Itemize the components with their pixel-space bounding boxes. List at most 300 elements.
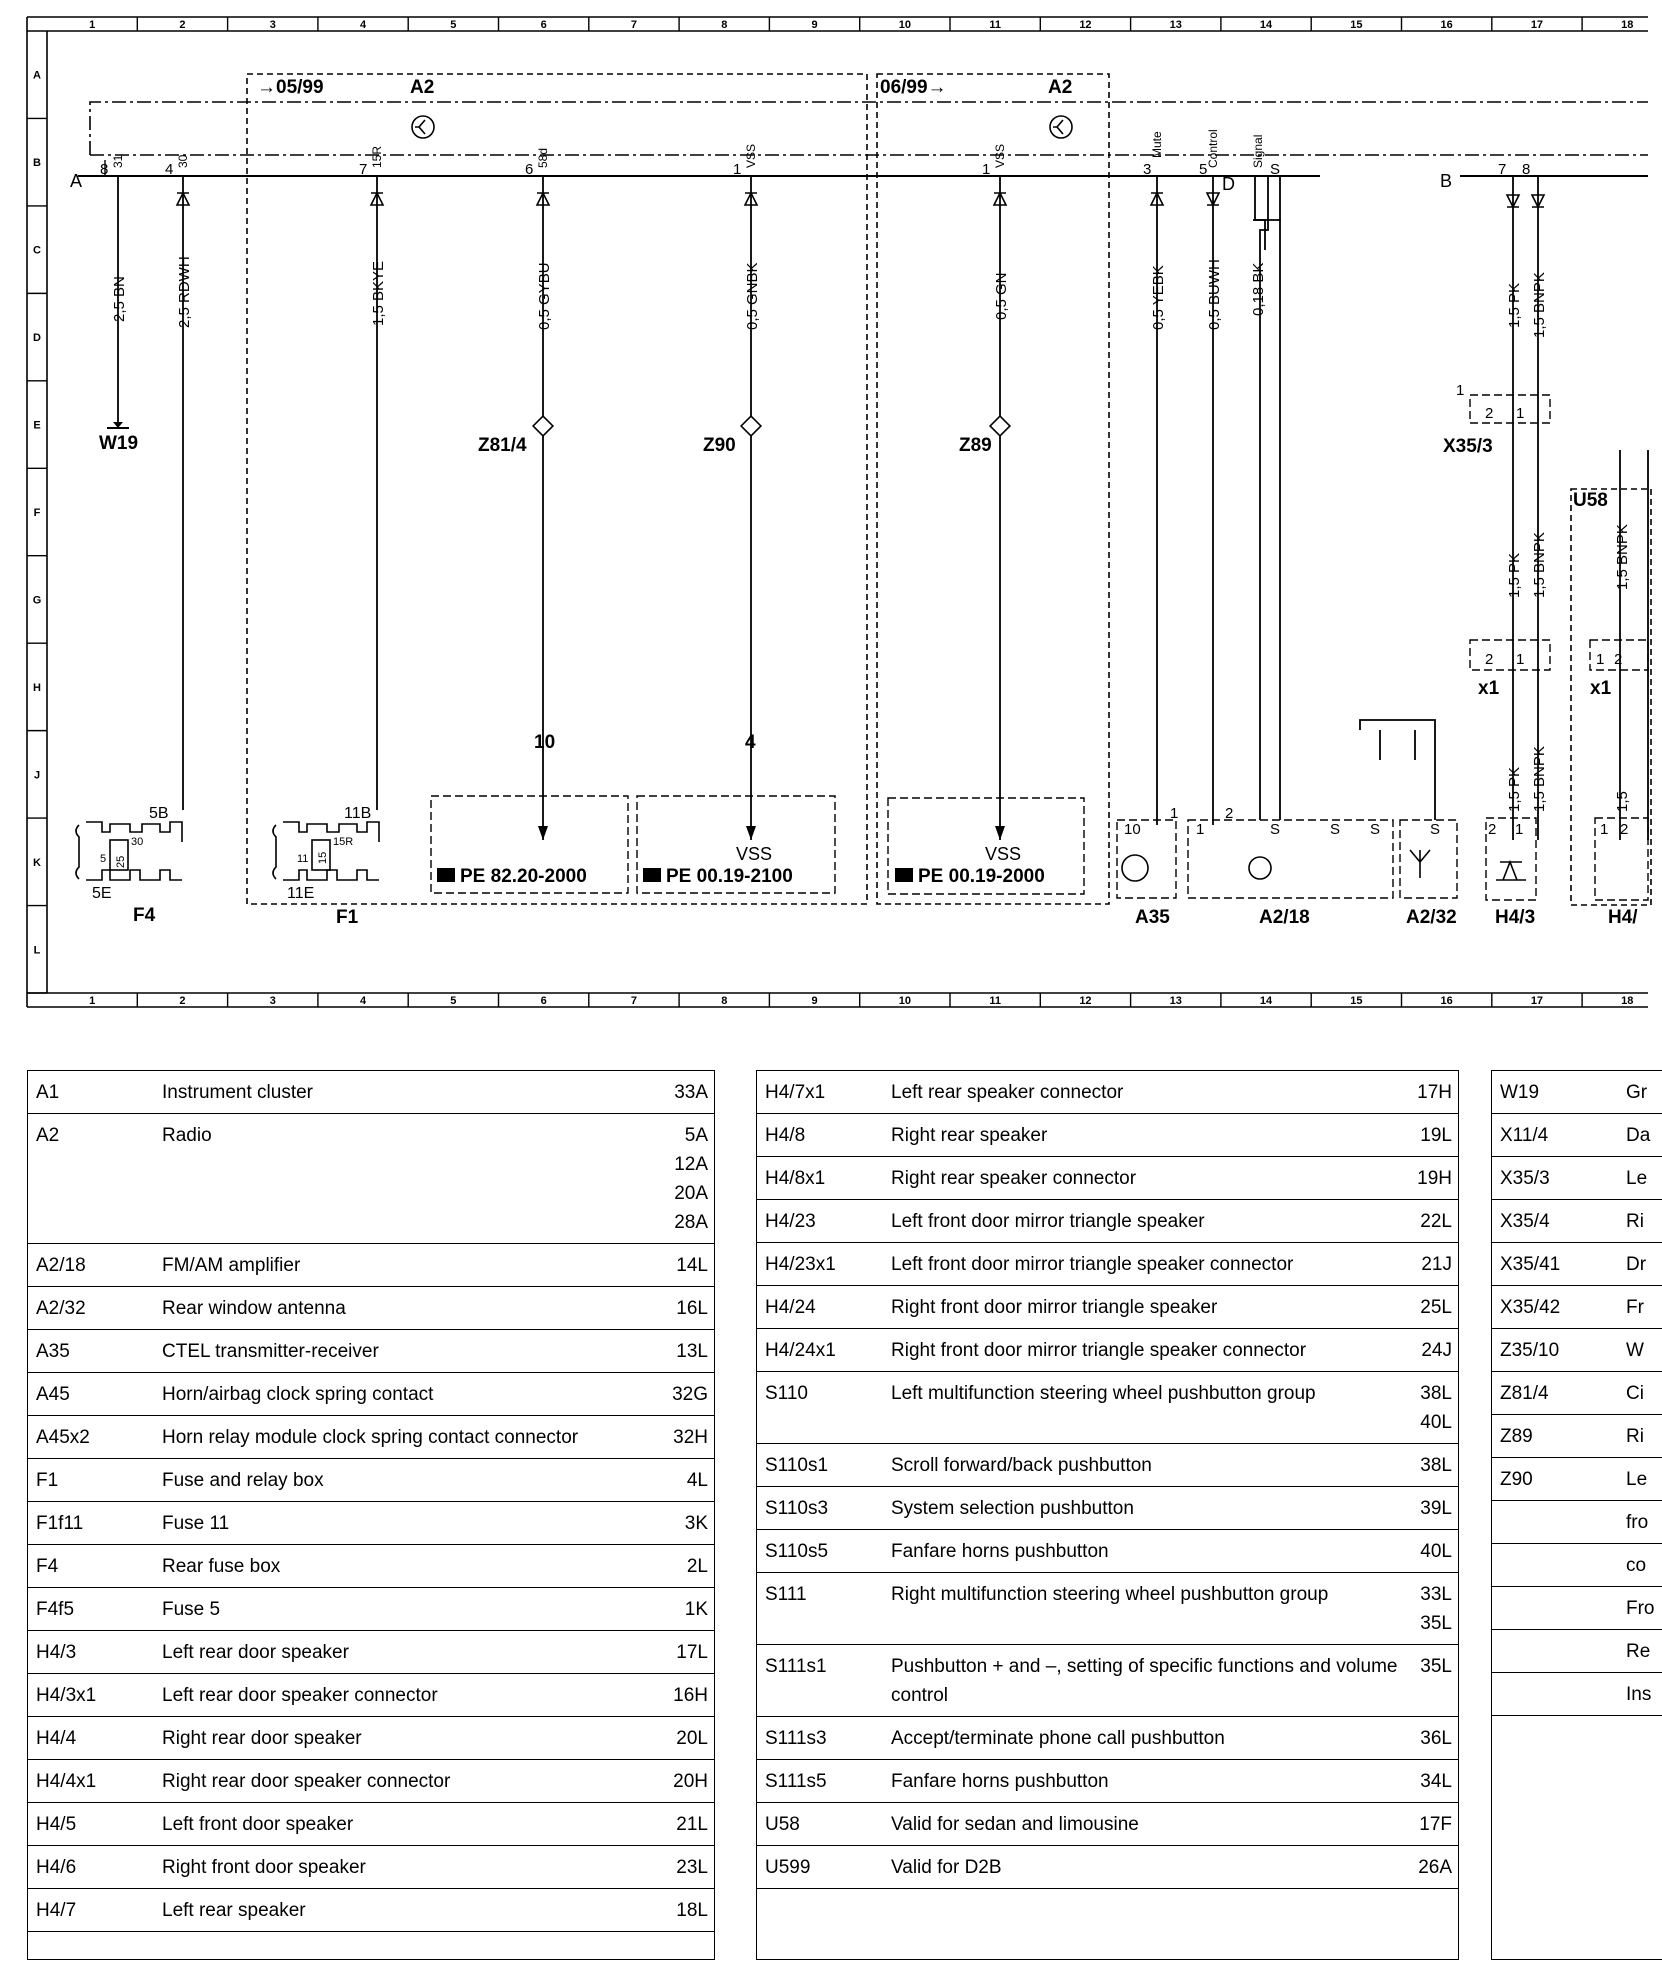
legend-location: 17F — [1409, 1803, 1458, 1846]
legend-location: 38L 40L — [1409, 1372, 1458, 1444]
legend-row — [28, 1459, 714, 1502]
component-x35-3: X35/3 — [1443, 436, 1493, 457]
section-left-component: A2 — [410, 77, 435, 98]
legend-code: S111s5 — [757, 1760, 883, 1803]
legend-code: A1 — [28, 1071, 154, 1114]
fuse-f1-11: 11 — [297, 853, 309, 865]
legend-description: Horn relay module clock spring contact connector — [154, 1416, 656, 1459]
reference-pointer-icon — [437, 868, 455, 882]
legend-location: 20H — [656, 1760, 714, 1803]
legend-location: 34L — [1409, 1760, 1458, 1803]
wire-label-8: 0,5 BUWH — [1206, 259, 1223, 330]
legend-description: Valid for sedan and limousine — [883, 1803, 1409, 1846]
a218-pin-2: 2 — [1225, 805, 1234, 822]
ref-pe-82-20: PE 82.20-2000 — [460, 866, 587, 887]
grid-column-label: 5 — [450, 19, 457, 31]
legend-location: 32H — [656, 1416, 714, 1459]
legend-location: 24J — [1409, 1329, 1458, 1372]
legend-row — [757, 1114, 1458, 1157]
legend-location: 19H — [1409, 1157, 1458, 1200]
grid-column-label: 6 — [540, 995, 547, 1007]
a35-pin-10: 10 — [1124, 821, 1141, 838]
legend-row — [757, 1329, 1458, 1372]
legend-description: Left rear door speaker — [154, 1631, 656, 1674]
legend-row — [757, 1760, 1458, 1803]
legend-location: 13L — [656, 1330, 714, 1373]
connector-x1-a: x1 — [1478, 678, 1500, 699]
legend-row — [28, 1071, 714, 1114]
legend-row — [28, 1373, 714, 1416]
reference-pointer-icon — [643, 868, 661, 882]
grid-column-label: 3 — [269, 19, 276, 31]
wire-label-3: 1,5 BKYE — [370, 260, 387, 326]
legend-code: F1f11 — [28, 1502, 154, 1545]
grid-column-label: 11 — [989, 19, 1001, 31]
legend-code: A2 — [28, 1114, 154, 1244]
legend-row — [1492, 1673, 1662, 1716]
component-u58: U58 — [1573, 490, 1608, 511]
pin-num-8b: 8 — [1522, 161, 1531, 178]
legend-code: Z89 — [1492, 1415, 1618, 1458]
legend-description: Left multifunction steering wheel pushbutton group — [883, 1372, 1409, 1444]
h43-pin-1: 1 — [1515, 821, 1524, 838]
legend-code: S111 — [757, 1573, 883, 1645]
legend-row — [1492, 1372, 1662, 1415]
grid-row-label: E — [33, 419, 41, 432]
legend-location: 16H — [656, 1674, 714, 1717]
grid-row-label: L — [33, 944, 41, 957]
legend-code: H4/8 — [757, 1114, 883, 1157]
section-left-date: →05/99 — [257, 77, 324, 98]
legend-location: 14L — [656, 1244, 714, 1287]
legend-row — [28, 1674, 714, 1717]
legend-description: FM/AM amplifier — [154, 1244, 656, 1287]
component-h4-3: H4/3 — [1495, 907, 1536, 928]
component-f4: F4 — [133, 905, 156, 926]
wire-label-16: 1,5 BNPK — [1614, 524, 1631, 590]
grid-row-label: D — [33, 332, 41, 345]
ref-vss-2: VSS — [985, 844, 1022, 864]
pin-s: S — [1270, 161, 1281, 178]
section-right-date: 06/99→ — [880, 77, 947, 98]
pin-num-1a: 1 — [733, 161, 742, 178]
legend-description: Right front door mirror triangle speaker connector — [883, 1329, 1409, 1372]
legend-code: H4/4x1 — [28, 1760, 154, 1803]
legend-row — [1492, 1157, 1662, 1200]
legend-description: Right rear speaker connector — [883, 1157, 1409, 1200]
x35-pin-1b: 1 — [1516, 405, 1525, 422]
legend-code: H4/24x1 — [757, 1329, 883, 1372]
grid-column-label: 17 — [1530, 19, 1544, 31]
legend-description: Right rear door speaker connector — [154, 1760, 656, 1803]
grid-row-label: C — [33, 244, 41, 257]
legend-code: A45 — [28, 1373, 154, 1416]
legend-code — [1492, 1587, 1618, 1630]
legend-row — [757, 1286, 1458, 1329]
legend-description: Right front door speaker — [154, 1846, 656, 1889]
legend-location: 20L — [656, 1717, 714, 1760]
pin-num-7: 7 — [359, 161, 368, 178]
x35-pin-2: 2 — [1485, 405, 1494, 422]
legend-location: 16L — [656, 1287, 714, 1330]
legend-row — [757, 1530, 1458, 1573]
grid-column-label: 16 — [1440, 995, 1453, 1007]
legend-code: F1 — [28, 1459, 154, 1502]
grid-column-label: 5 — [450, 995, 457, 1007]
legend-row — [1492, 1501, 1662, 1544]
legend-row — [757, 1243, 1458, 1286]
legend-code: X35/42 — [1492, 1286, 1618, 1329]
grid-row-label: K — [33, 856, 41, 869]
legend-location: 21L — [656, 1803, 714, 1846]
pin-num-5: 5 — [1199, 161, 1208, 178]
legend-description: Ins — [1618, 1673, 1662, 1716]
legend-row — [28, 1545, 714, 1588]
legend-description: Fr — [1618, 1286, 1662, 1329]
fuse-f1-15: 15 — [317, 851, 329, 864]
component-a2-18: A2/18 — [1259, 907, 1310, 928]
legend-description: Left front door mirror triangle speaker — [883, 1200, 1409, 1243]
grid-column-label: 13 — [1169, 19, 1182, 31]
legend-code: S110 — [757, 1372, 883, 1444]
legend-location: 38L — [1409, 1444, 1458, 1487]
legend-code: U599 — [757, 1846, 883, 1889]
wire-label-7: 0,5 YEBK — [1150, 265, 1167, 330]
legend-location: 5A 12A 20A 28A — [656, 1114, 714, 1244]
grid-column-label: 14 — [1259, 995, 1273, 1007]
legend-row — [28, 1631, 714, 1674]
fuse-f1-11e: 11E — [287, 885, 315, 902]
legend-location: 17H — [1409, 1071, 1458, 1114]
legend-code: S110s3 — [757, 1487, 883, 1530]
pin-vss-1: VSS — [744, 143, 758, 168]
legend-row — [757, 1487, 1458, 1530]
legend-description: Dr — [1618, 1243, 1662, 1286]
wire-label-9: 0,18 BK — [1250, 262, 1267, 316]
component-a35: A35 — [1135, 907, 1170, 928]
pin-control: Control — [1206, 129, 1220, 168]
legend-description: Fuse and relay box — [154, 1459, 656, 1502]
legend-row — [757, 1645, 1458, 1717]
legend-description: Horn/airbag clock spring contact — [154, 1373, 656, 1416]
grid-column-label: 11 — [989, 995, 1001, 1007]
legend-code — [1492, 1673, 1618, 1716]
legend-description: Right rear door speaker — [154, 1717, 656, 1760]
legend-description: Da — [1618, 1114, 1662, 1157]
legend-description: Gr — [1618, 1071, 1662, 1114]
a35-pin-1: 1 — [1170, 805, 1179, 822]
wire-label-6: 0,5 GN — [993, 272, 1010, 320]
pin-num-8: 8 — [100, 161, 109, 178]
fuse-f1-11b: 11B — [344, 805, 372, 822]
wire-label-11: 1,5 BNPK — [1531, 272, 1548, 338]
legend-code: F4 — [28, 1545, 154, 1588]
legend-row — [757, 1071, 1458, 1114]
legend-code: X35/4 — [1492, 1200, 1618, 1243]
legend-code: H4/5 — [28, 1803, 154, 1846]
wire-label-14: 1,5 PK — [1506, 766, 1523, 812]
legend-description: Rear fuse box — [154, 1545, 656, 1588]
legend-description: Ci — [1618, 1372, 1662, 1415]
legend-row — [1492, 1114, 1662, 1157]
legend-code: F4f5 — [28, 1588, 154, 1631]
legend-description: Re — [1618, 1630, 1662, 1673]
a218-s: S — [1330, 821, 1341, 838]
legend-description: Left front door speaker — [154, 1803, 656, 1846]
legend-description: Valid for D2B — [883, 1846, 1409, 1889]
grid-column-label: 16 — [1440, 19, 1453, 31]
grid-column-label: 9 — [811, 995, 818, 1007]
legend-location: 18L — [656, 1889, 714, 1932]
legend-row — [1492, 1071, 1662, 1114]
legend-description: Fuse 11 — [154, 1502, 656, 1545]
h4x-pin-1: 1 — [1600, 821, 1609, 838]
wire-label-12: 1,5 PK — [1506, 552, 1523, 598]
legend-code: X35/3 — [1492, 1157, 1618, 1200]
connector-x1-b: x1 — [1590, 678, 1612, 699]
a232-s: S — [1430, 821, 1441, 838]
legend-location: 21J — [1409, 1243, 1458, 1286]
pin-mute: Mute — [1150, 131, 1164, 158]
pin-num-1b: 1 — [982, 161, 991, 178]
component-z81-4: Z81/4 — [478, 435, 527, 456]
legend-location: 39L — [1409, 1487, 1458, 1530]
grid-column-label: 7 — [630, 995, 638, 1007]
legend-location: 3K — [656, 1502, 714, 1545]
legend-code — [1492, 1630, 1618, 1673]
legend-description: Radio — [154, 1114, 656, 1244]
legend-code: W19 — [1492, 1071, 1618, 1114]
legend-description: Instrument cluster — [154, 1071, 656, 1114]
legend-code: X11/4 — [1492, 1114, 1618, 1157]
component-z90: Z90 — [703, 435, 736, 456]
legend-code: X35/41 — [1492, 1243, 1618, 1286]
wire-label-1: 2,5 BN — [111, 276, 128, 322]
legend-code: H4/7 — [28, 1889, 154, 1932]
fuse-f4-5e: 5E — [92, 885, 112, 902]
legend-description: Ri — [1618, 1200, 1662, 1243]
ref-pe-00-19-2000: PE 00.19-2000 — [918, 866, 1045, 887]
legend-row — [757, 1803, 1458, 1846]
legend-description: Fro — [1618, 1587, 1662, 1630]
legend-description: Le — [1618, 1157, 1662, 1200]
legend-location: 19L — [1409, 1114, 1458, 1157]
legend-row — [1492, 1329, 1662, 1372]
legend-code — [1492, 1544, 1618, 1587]
legend-code: Z81/4 — [1492, 1372, 1618, 1415]
legend-description: co — [1618, 1544, 1662, 1587]
legend-location: 17L — [656, 1631, 714, 1674]
legend-row — [28, 1244, 714, 1287]
legend-description: CTEL transmitter-receiver — [154, 1330, 656, 1373]
grid-column-label: 17 — [1530, 995, 1544, 1007]
grid-column-label: 18 — [1621, 995, 1634, 1007]
fuse-f4-25: 25 — [115, 855, 127, 868]
legend-row — [28, 1717, 714, 1760]
component-f1: F1 — [336, 907, 359, 928]
legend-location: 26A — [1409, 1846, 1458, 1889]
legend-row — [28, 1889, 714, 1932]
legend-description: Right multifunction steering wheel pushbutton group — [883, 1573, 1409, 1645]
legend-code: A45x2 — [28, 1416, 154, 1459]
legend-code: H4/3x1 — [28, 1674, 154, 1717]
legend-row — [28, 1330, 714, 1373]
legend-row — [757, 1157, 1458, 1200]
grid-column-label: 12 — [1079, 995, 1092, 1007]
grid-column-label: 8 — [721, 19, 728, 31]
legend-code: H4/6 — [28, 1846, 154, 1889]
legend-row — [1492, 1286, 1662, 1329]
legend-description: Left rear speaker connector — [883, 1071, 1409, 1114]
legend-description: Fuse 5 — [154, 1588, 656, 1631]
grid-column-label: 4 — [359, 995, 367, 1007]
x1-pin-2: 2 — [1485, 651, 1494, 668]
legend-row — [757, 1372, 1458, 1444]
legend-row — [1492, 1415, 1662, 1458]
legend-description: Left front door mirror triangle speaker connector — [883, 1243, 1409, 1286]
connector-d-label: D — [1222, 174, 1235, 194]
legend-row — [757, 1717, 1458, 1760]
legend-location: 32G — [656, 1373, 714, 1416]
legend-description: Pushbutton + and –, setting of specific functions and volume control — [883, 1645, 1409, 1717]
fuse-f4-30: 30 — [131, 836, 144, 848]
ref-count-4: 4 — [745, 732, 756, 753]
grid-row-label: J — [33, 769, 41, 782]
legend-code: Z90 — [1492, 1458, 1618, 1501]
a218-s2: S — [1370, 821, 1381, 838]
legend-row — [1492, 1458, 1662, 1501]
legend-row — [28, 1502, 714, 1545]
grid-column-label: 1 — [89, 995, 96, 1007]
grid-column-label: 6 — [540, 19, 547, 31]
legend-code: H4/23 — [757, 1200, 883, 1243]
legend-location: 22L — [1409, 1200, 1458, 1243]
connector-a-label: A — [70, 171, 83, 191]
pin-30: 30 — [176, 154, 190, 168]
reference-pointer-icon — [895, 868, 913, 882]
legend-code — [1492, 1501, 1618, 1544]
legend-code: U58 — [757, 1803, 883, 1846]
ref-pe-00-19-2100: PE 00.19-2100 — [666, 866, 793, 887]
legend-location: 23L — [656, 1846, 714, 1889]
grid-column-label: 12 — [1079, 19, 1092, 31]
legend-description: System selection pushbutton — [883, 1487, 1409, 1530]
wire-label-17: 1,5 — [1614, 791, 1631, 812]
legend-code: H4/24 — [757, 1286, 883, 1329]
legend-row — [1492, 1587, 1662, 1630]
legend-code: H4/23x1 — [757, 1243, 883, 1286]
legend-row — [28, 1760, 714, 1803]
legend-description: Fanfare horns pushbutton — [883, 1530, 1409, 1573]
legend-location: 40L — [1409, 1530, 1458, 1573]
legend-location: 33L 35L — [1409, 1573, 1458, 1645]
legend-code: S111s3 — [757, 1717, 883, 1760]
legend-description: Left rear door speaker connector — [154, 1674, 656, 1717]
pin-31: 31 — [111, 154, 125, 168]
wire-label-15: 1,5 BNPK — [1531, 746, 1548, 812]
grid-column-label: 14 — [1259, 19, 1273, 31]
legend-location: 36L — [1409, 1717, 1458, 1760]
pin-vss-2: VSS — [993, 143, 1007, 168]
wire-label-2: 2,5 RDWH — [176, 256, 193, 328]
legend-row — [1492, 1200, 1662, 1243]
legend-description: Le — [1618, 1458, 1662, 1501]
legend-code: H4/7x1 — [757, 1071, 883, 1114]
legend-row — [757, 1200, 1458, 1243]
fuse-f4-5: 5 — [100, 853, 107, 865]
legend-row — [28, 1416, 714, 1459]
legend-row — [28, 1287, 714, 1330]
legend-description: Right rear speaker — [883, 1114, 1409, 1157]
legend-table-3 — [1491, 1070, 1662, 1960]
grid-row-label: F — [33, 507, 41, 519]
legend-row — [1492, 1544, 1662, 1587]
legend-location: 33A — [656, 1071, 714, 1114]
grid-column-label: 7 — [630, 19, 638, 31]
grid-column-label: 4 — [359, 19, 367, 31]
legend-row — [757, 1573, 1458, 1645]
legend-description: Fanfare horns pushbutton — [883, 1760, 1409, 1803]
grid-row-label: H — [33, 681, 41, 694]
legend-code: A2/18 — [28, 1244, 154, 1287]
legend-row — [1492, 1630, 1662, 1673]
x1b-pin-1: 1 — [1596, 651, 1605, 668]
grid-column-label: 2 — [179, 995, 186, 1007]
legend-location: 35L — [1409, 1645, 1458, 1717]
legend-location: 1K — [656, 1588, 714, 1631]
ref-count-10: 10 — [534, 732, 556, 753]
component-z89: Z89 — [959, 435, 992, 456]
legend-code: S110s5 — [757, 1530, 883, 1573]
component-h4-truncated: H4/ — [1608, 907, 1638, 928]
legend-description: Rear window antenna — [154, 1287, 656, 1330]
wire-label-4: 0,5 GYBU — [536, 262, 553, 330]
legend-description: Left rear speaker — [154, 1889, 656, 1932]
pin-num-6: 6 — [525, 161, 534, 178]
grid-column-label: 9 — [811, 19, 818, 31]
pin-signal: Signal — [1251, 134, 1265, 168]
legend-row — [757, 1846, 1458, 1889]
h43-pin-2: 2 — [1488, 821, 1497, 838]
grid-row-label: G — [32, 594, 42, 607]
grid-column-label: 18 — [1621, 19, 1634, 31]
wire-label-10: 1,5 PK — [1506, 282, 1523, 328]
grid-column-label: 13 — [1169, 995, 1182, 1007]
legend-code: A35 — [28, 1330, 154, 1373]
fuse-f1-15r: 15R — [333, 836, 354, 848]
legend-code: S111s1 — [757, 1645, 883, 1717]
grid-column-label: 3 — [269, 995, 276, 1007]
grid-column-label: 2 — [179, 19, 186, 31]
legend-code: Z35/10 — [1492, 1329, 1618, 1372]
legend-description: Ri — [1618, 1415, 1662, 1458]
component-w19: W19 — [99, 433, 139, 454]
legend-code: H4/4 — [28, 1717, 154, 1760]
fuse-f4-5b: 5B — [149, 805, 169, 822]
x1b-pin-2: 2 — [1614, 651, 1623, 668]
legend-description: Accept/terminate phone call pushbutton — [883, 1717, 1409, 1760]
pin-15r: 15R — [370, 145, 384, 168]
legend-code: H4/8x1 — [757, 1157, 883, 1200]
grid-row-label: B — [33, 157, 41, 170]
connector-b-label: B — [1440, 171, 1453, 191]
legend-code: S110s1 — [757, 1444, 883, 1487]
legend-row — [28, 1114, 714, 1244]
legend-location: 4L — [656, 1459, 714, 1502]
section-right-component: A2 — [1048, 77, 1073, 98]
grid-column-label: 15 — [1350, 995, 1363, 1007]
x35-pin-1: 1 — [1456, 382, 1465, 399]
